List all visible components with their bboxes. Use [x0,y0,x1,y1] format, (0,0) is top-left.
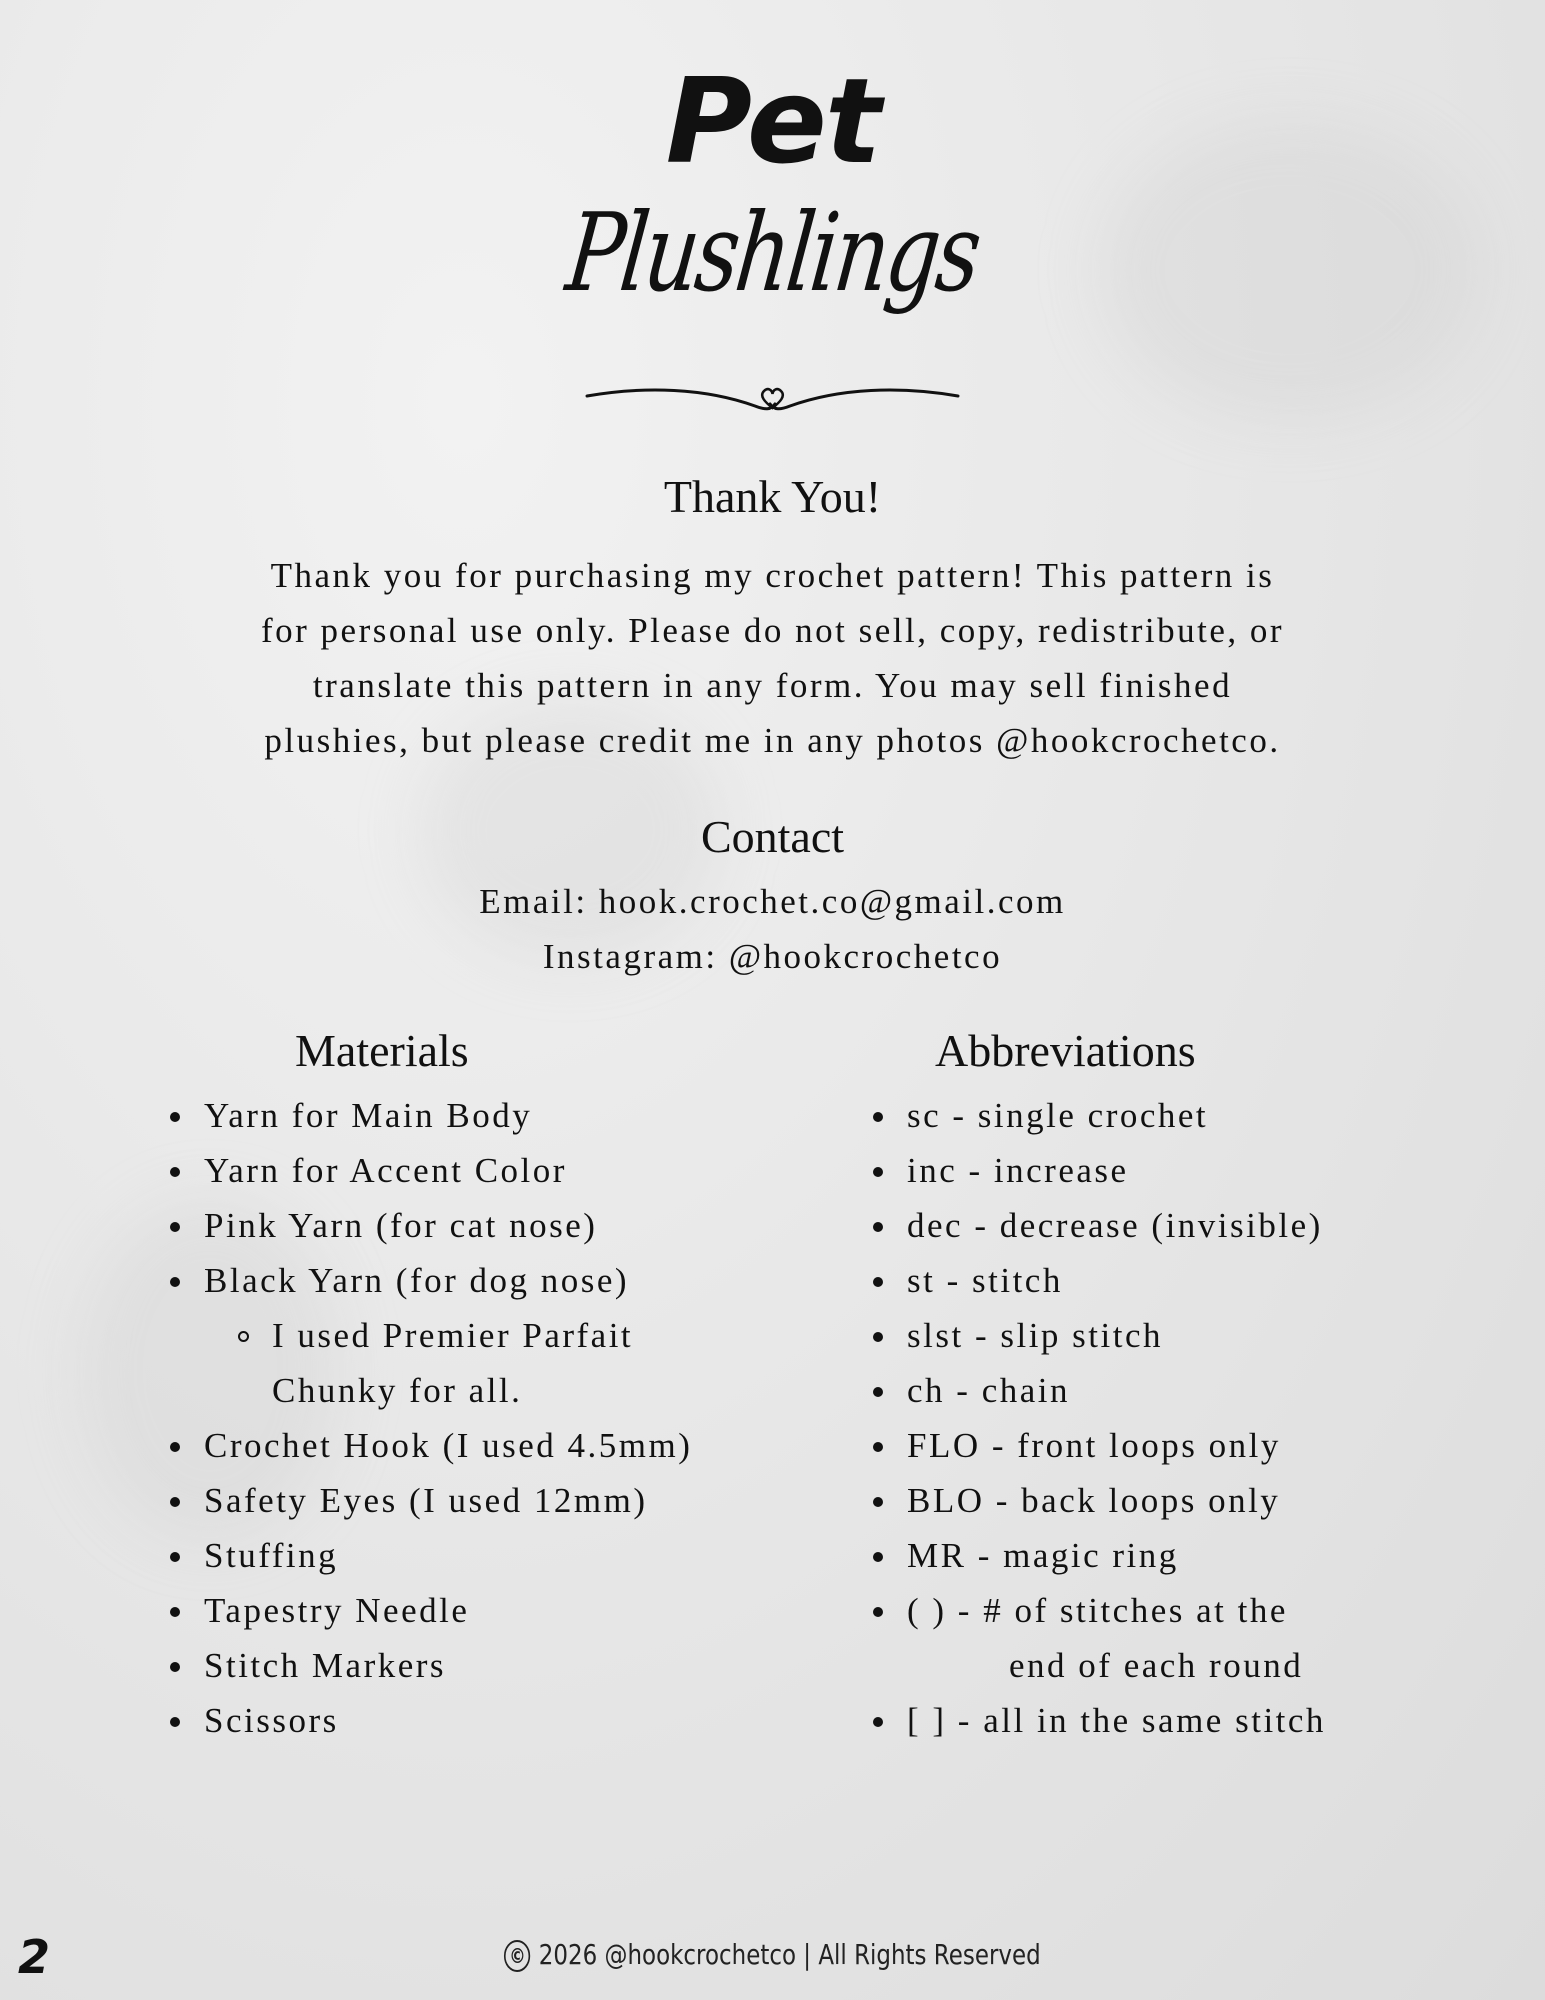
list-subitem: I used Premier Parfait [204,1308,692,1363]
list-item-continued: end of each round [1009,1646,1304,1685]
thank-you-heading: Thank You! [663,471,882,522]
list-item: Crochet Hook (I used 4.5mm) [204,1418,692,1473]
heart-flourish-icon [585,382,960,418]
contact-email: Email: hook.crochet.co@gmail.com [479,882,1066,921]
bullet-icon [873,1387,883,1397]
bullet-icon [873,1112,883,1122]
bullet-icon [170,1717,180,1727]
bullet-icon [873,1332,883,1342]
bullet-icon [873,1717,883,1727]
list-item: ch - chain [907,1363,1326,1418]
copyright-icon: © [504,1940,530,1972]
bullet-icon [873,1167,883,1177]
list-item: FLO - front loops only [907,1418,1326,1473]
list-subitem-continued: Chunky for all. [272,1371,523,1410]
page-number: 2 [18,1930,51,1984]
list-item: BLO - back loops only [907,1473,1326,1528]
bullet-icon [170,1167,180,1177]
list-item: ( ) - # of stitches at the [907,1583,1326,1638]
copyright-footer [139,1938,1406,1972]
paragraph-line: plushies, but please credit me in any photos @hookcrochetco. [264,721,1281,760]
bullet-icon [170,1552,180,1562]
materials-list [204,1088,692,1748]
bullet-icon [873,1222,883,1232]
list-item: Stuffing [204,1528,692,1583]
materials-heading: Materials [295,1025,469,1076]
list-item: inc - increase [907,1143,1326,1198]
paragraph-line: Thank you for purchasing my crochet pattern! This pattern is [270,556,1275,595]
list-item: Stitch Markers [204,1638,692,1693]
list-item: slst - slip stitch [907,1308,1326,1363]
contact-instagram: Instagram: @hookcrochetco [542,937,1003,976]
bullet-icon [873,1552,883,1562]
paragraph-line: for personal use only. Please do not sell, copy, redistribute, or [260,611,1285,650]
bullet-icon [170,1662,180,1672]
list-item: Tapestry Needle [204,1583,692,1638]
list-item: Black Yarn (for dog nose) [204,1253,692,1308]
thank-you-paragraph [170,548,1375,768]
list-item: sc - single crochet [907,1088,1326,1143]
list-item: MR - magic ring [907,1528,1326,1583]
bullet-icon [170,1112,180,1122]
list-item: Pink Yarn (for cat nose) [204,1198,692,1253]
list-item: dec - decrease (invisible) [907,1198,1326,1253]
list-item: Scissors [204,1693,692,1748]
list-item: st - stitch [907,1253,1326,1308]
list-item: [ ] - all in the same stitch [907,1693,1326,1748]
title-pet: Pet [665,52,880,190]
title-plushlings: Plushlings [560,191,985,316]
bullet-icon [873,1497,883,1507]
bullet-icon [170,1222,180,1232]
hollow-bullet-icon [238,1331,249,1342]
list-item: Yarn for Accent Color [204,1143,692,1198]
bullet-icon [170,1607,180,1617]
bullet-icon [170,1442,180,1452]
bullet-icon [873,1442,883,1452]
abbreviations-list [907,1088,1326,1748]
contact-heading: Contact [700,811,845,862]
bullet-icon [873,1607,883,1617]
bullet-icon [170,1277,180,1287]
paragraph-line: translate this pattern in any form. You may sell finished [312,666,1233,705]
list-item: Safety Eyes (I used 12mm) [204,1473,692,1528]
list-item: Yarn for Main Body [204,1088,692,1143]
copyright-text: 2026 @hookcrochetco | All Rights Reserved [538,1938,1041,1971]
abbreviations-heading: Abbreviations [935,1025,1196,1076]
bullet-icon [170,1497,180,1507]
bullet-icon [873,1277,883,1287]
